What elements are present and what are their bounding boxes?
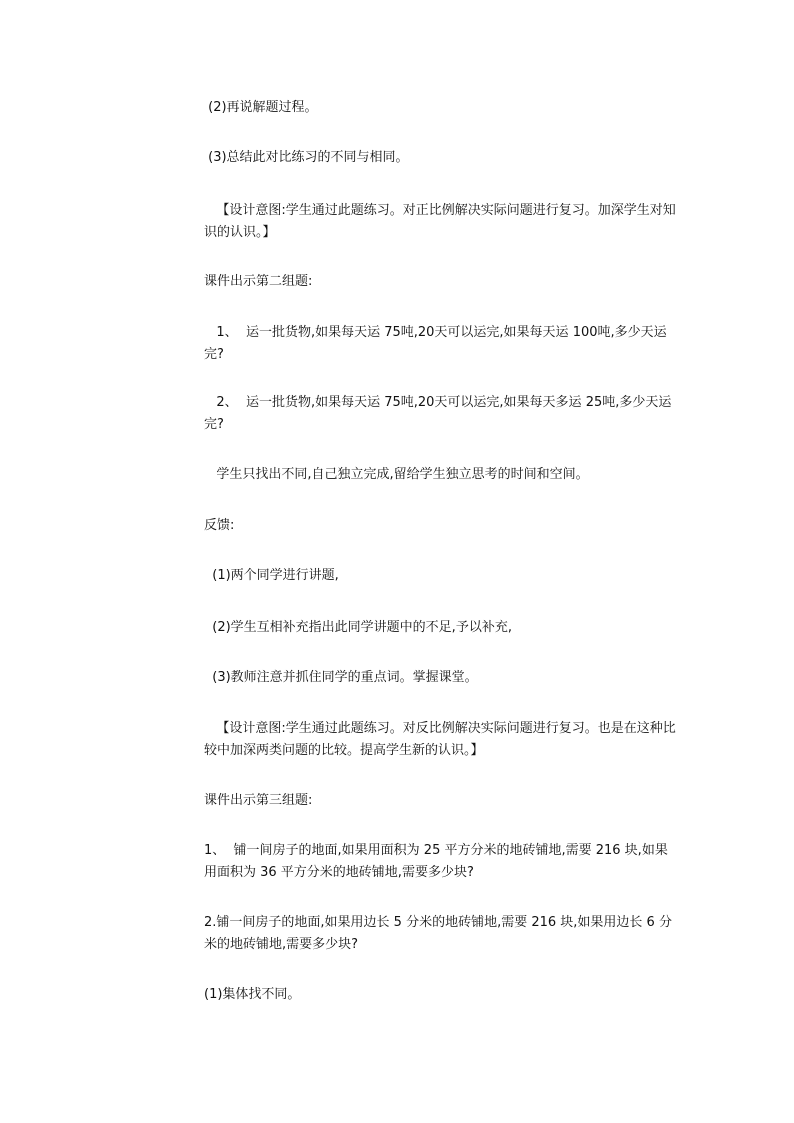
paragraph-feedback-1: (1)两个同学进行讲题, — [204, 568, 339, 583]
paragraph-feedback-heading: 反馈: — [204, 518, 235, 533]
paragraph-feedback-3: (3)教师注意并抓住同学的重点词。掌握课堂。 — [204, 670, 478, 685]
paragraph-group-3-heading: 课件出示第三组题: — [204, 793, 313, 808]
paragraph-student-task: 学生只找出不同,自己独立完成,留给学生独立思考的时间和空间。 — [204, 467, 589, 482]
paragraph-feedback-2: (2)学生互相补充指出此同学讲题中的不足,予以补充, — [204, 620, 512, 635]
paragraph-find-differences: (1)集体找不同。 — [204, 987, 301, 1002]
paragraph-design-intent-2: 【设计意图:学生通过此题练习。对反比例解决实际问题进行复习。也是在这种比较中加深两类问题的比较。提高学生新的认识。】 — [204, 721, 676, 758]
paragraph-step-3: (3)总结此对比练习的不同与相同。 — [204, 150, 409, 165]
paragraph-group-2-question-1: 1、 运一批货物,如果每天运 75吨,20天可以运完,如果每天运 100吨,多少天运完? — [204, 325, 667, 362]
paragraph-group-3-question-2: 2.铺一间房子的地面,如果用边长 5 分米的地砖铺地,需要 216 块,如果用边长 6 分米的地砖铺地,需要多少块? — [204, 915, 672, 952]
paragraph-group-2-heading: 课件出示第二组题: — [204, 274, 313, 289]
paragraph-group-3-question-1: 1、 铺一间房子的地面,如果用面积为 25 平方分米的地砖铺地,需要 216 块,如果用面积为 36 平方分米的地砖铺地,需要多少块? — [204, 843, 668, 880]
paragraph-step-2: (2)再说解题过程。 — [204, 100, 318, 115]
paragraph-group-2-question-2: 2、 运一批货物,如果每天运 75吨,20天可以运完,如果每天多运 25吨,多少天运完? — [204, 395, 672, 432]
paragraph-design-intent-1: 【设计意图:学生通过此题练习。对正比例解决实际问题进行复习。加深学生对知识的认识。】 — [204, 203, 676, 240]
